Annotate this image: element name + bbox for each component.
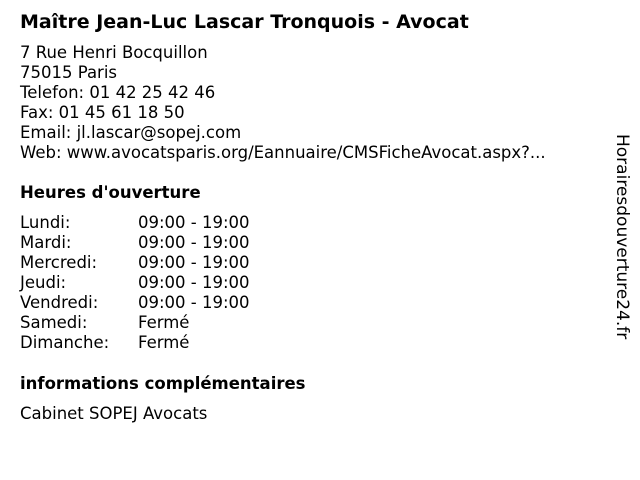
day-time: 09:00 - 19:00 [138,233,250,252]
contact-block [20,43,546,163]
day-time: 09:00 - 19:00 [138,293,250,312]
opening-hours-list [20,213,250,353]
phone-number: Telefon: 01 42 25 42 46 [20,83,216,102]
day-time: Fermé [138,313,190,332]
additional-info-heading: informations complémentaires [20,374,306,393]
address-street: 7 Rue Henri Bocquillon [20,43,208,62]
additional-info-text: Cabinet SOPEJ Avocats [20,404,208,423]
day-label: Mercredi: [20,253,98,272]
day-label: Jeudi: [20,273,67,292]
hours-row-tuesday [20,233,250,253]
address-city: 75015 Paris [20,63,118,82]
hours-row-wednesday [20,253,250,273]
page-title: Maître Jean-Luc Lascar Tronquois - Avocat [20,11,469,33]
hours-row-friday [20,293,250,313]
day-time: 09:00 - 19:00 [138,273,250,292]
day-label: Dimanche: [20,333,110,352]
email-address: Email: jl.lascar@sopej.com [20,123,242,142]
day-time: 09:00 - 19:00 [138,253,250,272]
hours-row-thursday [20,273,250,293]
hours-row-sunday [20,333,250,353]
hours-row-monday [20,213,250,233]
fax-number: Fax: 01 45 61 18 50 [20,103,185,122]
day-label: Samedi: [20,313,88,332]
day-time: Fermé [138,333,190,352]
opening-hours-heading: Heures d'ouverture [20,183,201,202]
website-link[interactable]: Web: www.avocatsparis.org/Eannuaire/CMSFicheAvocat.aspx?... [20,143,546,162]
site-watermark: Horairesdouverture24.fr [612,134,632,340]
day-time: 09:00 - 19:00 [138,213,250,232]
day-label: Lundi: [20,213,71,232]
day-label: Mardi: [20,233,72,252]
day-label: Vendredi: [20,293,99,312]
hours-row-saturday [20,313,250,333]
